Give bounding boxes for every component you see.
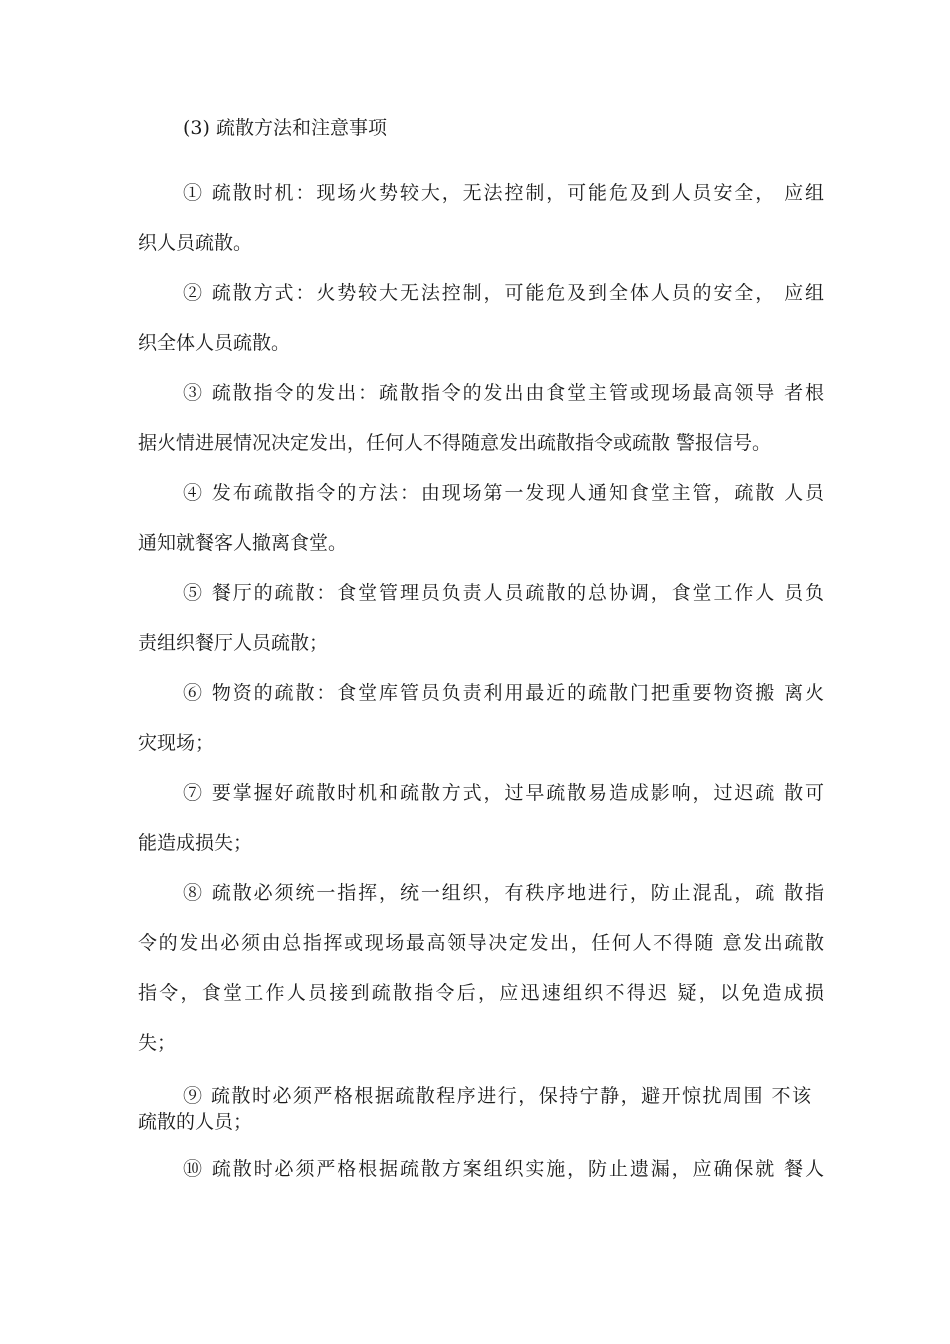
item-8-line-1: ⑧ 疏散必须统一指挥，统一组织，有秩序地进行，防止混乱，疏 散指 — [183, 882, 824, 904]
item-10-line-1: ⑩ 疏散时必须严格根据疏散方案组织实施，防止遗漏，应确保就 餐人 — [183, 1158, 824, 1180]
item-2-line-1: ② 疏散方式：火势较大无法控制，可能危及到全体人员的安全， 应组 — [183, 282, 824, 304]
section-heading: (3) 疏散方法和注意事项 — [183, 117, 387, 139]
item-3-line-1: ③ 疏散指令的发出：疏散指令的发出由食堂主管或现场最高领导 者根 — [183, 382, 824, 404]
item-7-line-1: ⑦ 要掌握好疏散时机和疏散方式，过早疏散易造成影响，过迟疏 散可 — [183, 782, 824, 804]
item-5-line-2: 责组织餐厅人员疏散； — [138, 632, 329, 654]
item-9-line-1: ⑨ 疏散时必须严格根据疏散程序进行，保持宁静，避开惊扰周围 不该 — [183, 1085, 811, 1107]
item-3-line-2: 据火情进展情况决定发出，任何人不得随意发出疏散指令或疏散 警报信号。 — [138, 432, 772, 454]
item-7-line-2: 能造成损失； — [138, 832, 253, 854]
item-6-line-2: 灾现场； — [138, 732, 215, 754]
item-6-line-1: ⑥ 物资的疏散：食堂库管员负责利用最近的疏散门把重要物资搬 离火 — [183, 682, 824, 704]
item-8-line-2: 令的发出必须由总指挥或现场最高领导决定发出，任何人不得随 意发出疏散 — [138, 932, 824, 954]
item-4-line-2: 通知就餐客人撤离食堂。 — [138, 532, 348, 554]
item-9-line-2: 疏散的人员； — [138, 1111, 253, 1133]
item-1-line-2: 织人员疏散。 — [138, 232, 253, 254]
item-5-line-1: ⑤ 餐厅的疏散：食堂管理员负责人员疏散的总协调，食堂工作人 员负 — [183, 582, 824, 604]
item-8-line-4: 失； — [138, 1032, 177, 1054]
item-8-line-3: 指令，食堂工作人员接到疏散指令后，应迅速组织不得迟 疑，以免造成损 — [138, 982, 824, 1004]
item-2-line-2: 织全体人员疏散。 — [138, 332, 291, 354]
item-1-line-1: ① 疏散时机：现场火势较大，无法控制，可能危及到人员安全， 应组 — [183, 182, 824, 204]
item-4-line-1: ④ 发布疏散指令的方法：由现场第一发现人通知食堂主管，疏散 人员 — [183, 482, 824, 504]
